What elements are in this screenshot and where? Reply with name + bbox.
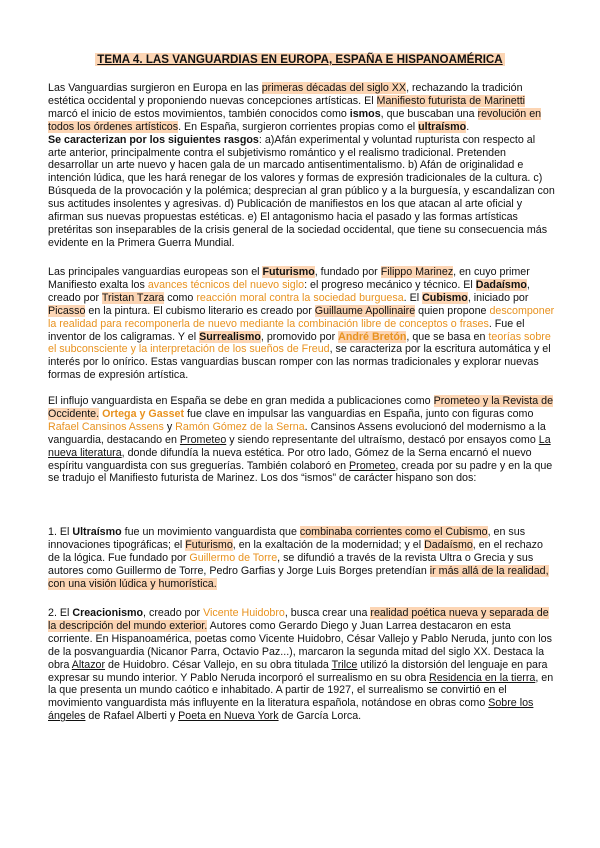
intro-paragraph: Las Vanguardias surgieron en Europa en las primeras décadas del siglo XX, rechazando la tradición estética occidental y proponiendo nuevas concepciones artísticas. El Manifiesto futurista de Marinetti marcó el inicio de estos movimientos, también conocidos como ismos, que buscaban una revolución en todos los órdenes artísticos. En España, surgieron corrientes propias como el ultraísmo. Se caracterizan por los siguientes rasgos: a)Afán experimental y voluntad rupturista con respecto al arte anterior, principalmente contra el subjetivismo romántico y el realismo tradicional. Pretenden desarrollar un arte nuevo y hacen gala de un marcado antisentimentalismo. b) Afán de originalidad e intención lúdica, que les hará renegar de los valores y formas de expresión tradicionales de la cultura. c) Búsqueda de la provocación y la polémica; desprecian al gran público y a la burguesía, y escandalizan con sus actitudes insolentes y agresivas. d) Publicación de manifiestos en los que atacan al arte oficial y afirman sus nuevas propuestas estéticas. e) El antagonismo hacia el pasado y las formas artísticas pretéritas son inseparables de la crisis general de la sociedad occidental, que tiene su consecuencia más evidente en la Primera Guerra Mundial. xyxy=(48,82,555,249)
spain-vanguards-paragraph: El influjo vanguardista en España se debe en gran medida a publicaciones como Prometeo y la Revista de Occidente. Ortega y Gasset fue clave en impulsar las vanguardias en España, junto con figuras como Rafael Cansinos Assens y Ramón Gómez de la Serna. Cansinos Assens evolucionó del modernismo a la vanguardia, destacando en Prometeo y siendo representante del ultraísmo, destacó por ensayos como La nueva literatura, donde difundía la nueva estética. Por otro lado, Gómez de la Serna encarnó el nuevo espíritu vanguardista con sus greguerías. También colaboró en Prometeo, creada por su padre y en la que se tradujo el Manifiesto futurista de Marinez. Los dos “ismos” de carácter hispano son dos: xyxy=(48,395,554,485)
european-vanguards-paragraph: Las principales vanguardias europeas son el Futurismo, fundado por Filippo Marinez, en cuyo primer Manifiesto exalta los avances técnicos del nuevo siglo: el progreso mecánico y técnico. El Dadaísmo, creado por Tristan Tzara como reacción moral contra la sociedad burguesa. El Cubismo, iniciado por Picasso en la pintura. El cubismo literario es creado por Guillaume Apollinaire quien propone descomponer la realidad para recomponerla de nuevo mediante la combinación libre de conceptos o frases. Fue el inventor de los caligramas. Y el Surrealismo, promovido por André Bretón, que se basa en teorías sobre el subconsciente y la interpretación de los sueños de Freud, se caracteriza por la escritura automática y el interés por lo onírico. Estas vanguardias buscan romper con las normas tradicionales y explorar nuevas formas de expresión artística. xyxy=(48,266,555,382)
creacionismo-paragraph: 2. El Creacionismo, creado por Vicente Huidobro, busca crear una realidad poética nueva y separada de la descripción del mundo exterior. Autores como Gerardo Diego y Juan Larrea destacaron en esta corriente. En Hispanoamérica, poetas como Vicente Huidobro, César Vallejo y Pablo Neruda, junto con los de la posvanguardia (Nicanor Parra, Octavio Paz...), marcaron la segunda mitad del siglo XX. Destaca la obra Altazor de Huidobro. César Vallejo, en su obra titulada Trilce utilizó la distorsión del lenguaje en para expresar su mundo interior. Y Pablo Neruda incorporó el surrealismo en su obra Residencia en la tierra, en la que presenta un mundo caótico e inhabitado. A partir de 1927, el surrealismo se convirtió en el movimiento vanguardista más influyente en la literatura española, notándose en obras como Sobre los ángeles de Rafael Alberti y Poeta en Nueva York de García Lorca. xyxy=(48,607,554,723)
page-title: TEMA 4. LAS VANGUARDIAS EN EUROPA, ESPAÑA E HISPANOAMÉRICA xyxy=(97,53,503,66)
ultraismo-paragraph: 1. El Ultraísmo fue un movimiento vanguardista que combinaba corrientes como el Cubismo, en sus innovaciones tipográficas; el Futurismo, en la exaltación de la modernidad; y el Dadaísmo, en el rechazo de la lógica. Fue fundado por Guillermo de Torre, se difundió a través de la revista Ultra o Grecia y sus autores como Guillermo de Torre, Pedro Garfias y Jorge Luis Borges pretendían ir más allá de la realidad, con una visión lúdica y humorística. xyxy=(48,526,549,590)
